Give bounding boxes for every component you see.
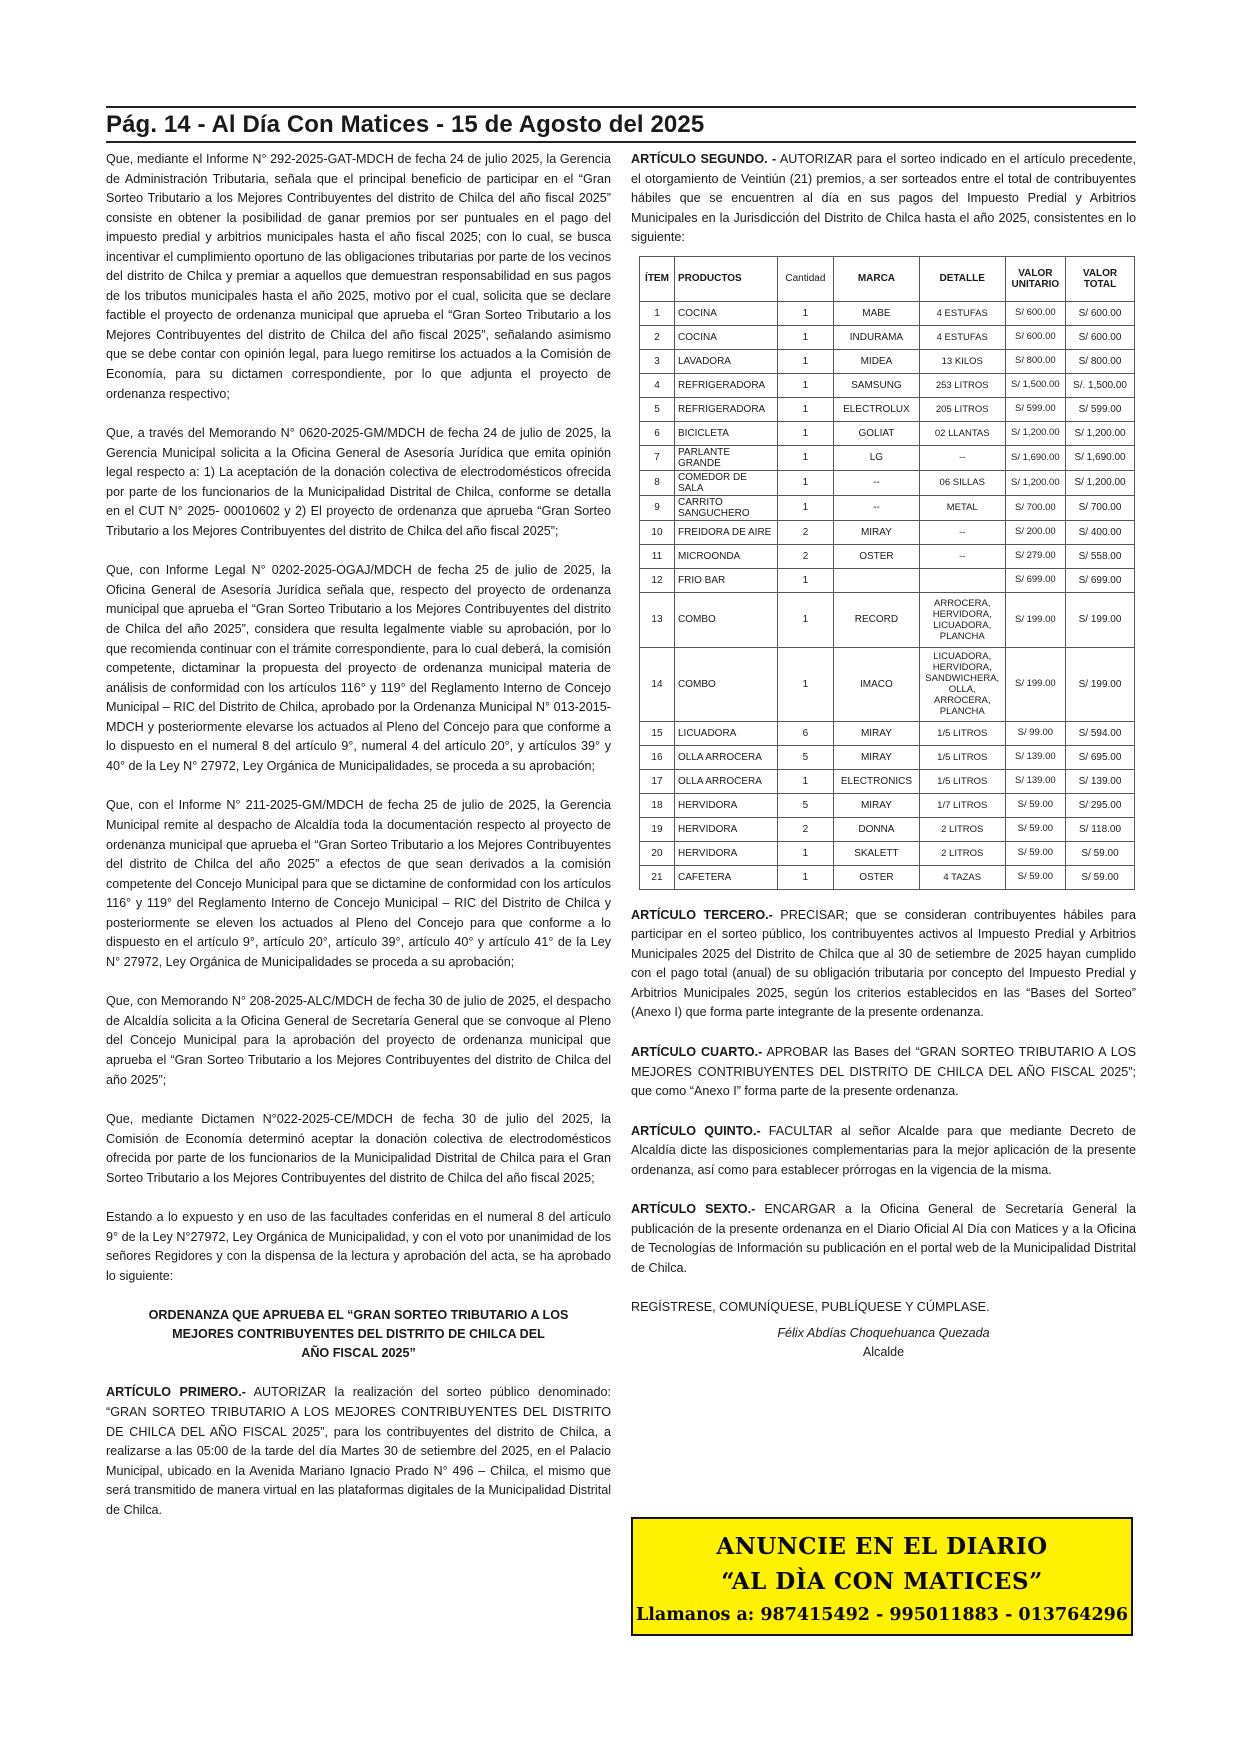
table-cell: S/ 700.00: [1005, 495, 1065, 520]
table-row: [640, 817, 1135, 841]
table-cell: 5: [640, 397, 675, 421]
table-cell: S/ 59.00: [1066, 841, 1135, 865]
table-row: [640, 445, 1135, 470]
table-cell: MIRAY: [834, 721, 920, 745]
article-label: ARTÍCULO SEXTO.-: [631, 1202, 756, 1217]
table-cell: 15: [640, 721, 675, 745]
article-text: AUTORIZAR la realización del sorteo público denominado: “GRAN SORTEO TRIBUTARIO A LOS MEJORES CONTRIBUYENTES DEL DISTRITO DE CHILCA DEL AÑO FISCAL 2025”, para los contribuyentes del distrito de Chilca, a realizarse a las 05:00 de la tarde del día Martes 30 de setiembre del 2025, en el Palacio Municipal, ubicado en la Avenida Mariano Ignacio Prado N° 496 – Chilca, el mismo que será transmitido de manera virtual en las plataformas digitales de la Municipalidad Distrital de Chilca.: [106, 1385, 612, 1517]
table-cell: LICUADORA, HERVIDORA, SANDWICHERA, OLLA, ARROCERA, PLANCHA: [919, 647, 1005, 721]
table-header-row: [640, 256, 1135, 301]
table-cell: S/ 600.00: [1066, 301, 1135, 325]
article-text: FACULTAR al señor Alcalde para que mediante Decreto de Alcaldía dicte las disposiciones complementarias para la mejor aplicación de la presente ordenanza, así como para establecer prórrogas en la vigencia de la misma.: [631, 1123, 1136, 1177]
table-cell: 1: [777, 349, 833, 373]
table-cell: HERVIDORA: [674, 793, 777, 817]
table-cell: 2: [777, 544, 833, 568]
article-label: ARTÍCULO CUARTO.-: [631, 1045, 763, 1060]
table-cell: 14: [640, 647, 675, 721]
table-cell: S/ 700.00: [1066, 495, 1135, 520]
table-cell: 20: [640, 841, 675, 865]
table-cell: SAMSUNG: [834, 373, 920, 397]
table-cell: S/ 199.00: [1005, 592, 1065, 647]
table-cell: INDURAMA: [834, 325, 920, 349]
table-cell: 1: [777, 568, 833, 592]
table-cell: [834, 568, 920, 592]
table-cell: COCINA: [674, 325, 777, 349]
table-cell: COMEDOR DE SALA: [674, 470, 777, 495]
table-row: [640, 349, 1135, 373]
table-row: [640, 769, 1135, 793]
paragraph: Que, con Memorando N° 208-2025-ALC/MDCH de fecha 30 de julio de 2025, el despacho de Alcaldía solicita a la Oficina General de Secretaría General que se convoque al Pleno del Concejo Municipal para la aprobación del proyecto de ordenanza municipal que aprueba el “Gran Sorteo Tributario a los Mejores Contribuyentes del distrito de Chilca del año 2025”;: [106, 994, 611, 1087]
table-cell: S/ 199.00: [1066, 592, 1135, 647]
table-cell: 2: [777, 817, 833, 841]
table-cell: S/ 600.00: [1066, 325, 1135, 349]
table-cell: 1: [777, 373, 833, 397]
table-cell: DONNA: [834, 817, 920, 841]
table-cell: S/ 558.00: [1066, 544, 1135, 568]
table-cell: 11: [640, 544, 675, 568]
advertisement-box: [631, 1517, 1133, 1636]
table-cell: 10: [640, 520, 675, 544]
table-cell: 1: [777, 397, 833, 421]
table-cell: GOLIAT: [834, 421, 920, 445]
table-cell: 1/5 LITROS: [919, 745, 1005, 769]
table-cell: 1/5 LITROS: [919, 721, 1005, 745]
table-row: [640, 647, 1135, 721]
table-cell: 2 LITROS: [919, 841, 1005, 865]
table-cell: S/ 1,500.00: [1005, 373, 1065, 397]
table-row: [640, 470, 1135, 495]
table-cell: SKALETT: [834, 841, 920, 865]
table-cell: HERVIDORA: [674, 817, 777, 841]
table-cell: 205 LITROS: [919, 397, 1005, 421]
column-header: VALOR UNITARIO: [1005, 256, 1065, 301]
paragraph: Estando a lo expuesto y en uso de las facultades conferidas en el numeral 8 del artículo 9° de la Ley N°27972, Ley Orgánica de Municipalidad, y con el voto por unanimidad de los señores Regidores y con la dispensa de la lectura y aprobación del acta, se ha aprobado lo siguiente:: [106, 1210, 611, 1283]
table-row: [640, 793, 1135, 817]
table-cell: 1: [777, 445, 833, 470]
column-header: VALOR TOTAL: [1066, 256, 1135, 301]
table-cell: S/ 695.00: [1066, 745, 1135, 769]
table-cell: 1: [777, 769, 833, 793]
table-cell: IMACO: [834, 647, 920, 721]
article-fifth: [631, 1122, 1136, 1181]
ordinance-title: [106, 1306, 611, 1363]
table-cell: MIDEA: [834, 349, 920, 373]
table-cell: 1: [777, 325, 833, 349]
table-cell: 4 ESTUFAS: [919, 325, 1005, 349]
article-label: ARTÍCULO PRIMERO.-: [106, 1385, 246, 1400]
table-cell: S/ 1,690.00: [1005, 445, 1065, 470]
left-column: [106, 150, 611, 1540]
table-cell: 17: [640, 769, 675, 793]
table-cell: S/ 139.00: [1066, 769, 1135, 793]
table-cell: CAFETERA: [674, 865, 777, 889]
table-cell: LICUADORA: [674, 721, 777, 745]
table-cell: 5: [777, 793, 833, 817]
table-cell: REFRIGERADORA: [674, 373, 777, 397]
table-cell: 253 LITROS: [919, 373, 1005, 397]
table-cell: S/ 59.00: [1005, 841, 1065, 865]
column-header: ÍTEM: [640, 256, 675, 301]
table-cell: MIRAY: [834, 520, 920, 544]
table-cell: MIRAY: [834, 745, 920, 769]
ad-phones: Llamanos a: 987415492 - 995011883 - 013764296: [635, 1605, 1129, 1625]
table-cell: S/ 59.00: [1066, 865, 1135, 889]
column-header: PRODUCTOS: [674, 256, 777, 301]
table-cell: S/ 400.00: [1066, 520, 1135, 544]
table-cell: S/ 1,690.00: [1066, 445, 1135, 470]
signature-block: [631, 1324, 1136, 1362]
table-cell: S/ 800.00: [1066, 349, 1135, 373]
page-title: Pág. 14 - Al Día Con Matices - 15 de Agosto del 2025: [106, 111, 705, 138]
table-cell: 1: [777, 421, 833, 445]
table-cell: LAVADORA: [674, 349, 777, 373]
table-cell: --: [834, 470, 920, 495]
table-cell: METAL: [919, 495, 1005, 520]
table-cell: ELECTROLUX: [834, 397, 920, 421]
closing-formula: REGÍSTRESE, COMUNÍQUESE, PUBLÍQUESE Y CÚMPLASE.: [631, 1300, 990, 1315]
table-cell: S/ 59.00: [1005, 865, 1065, 889]
table-cell: S/ 699.00: [1066, 568, 1135, 592]
table-cell: 3: [640, 349, 675, 373]
table-cell: 13: [640, 592, 675, 647]
page-header: [106, 106, 1136, 143]
table-cell: S/ 599.00: [1066, 397, 1135, 421]
table-cell: S/ 199.00: [1066, 647, 1135, 721]
table-cell: 1: [777, 470, 833, 495]
table-cell: BICICLETA: [674, 421, 777, 445]
table-cell: 1: [777, 495, 833, 520]
table-row: [640, 520, 1135, 544]
table-cell: MIRAY: [834, 793, 920, 817]
table-cell: 7: [640, 445, 675, 470]
table-cell: 6: [640, 421, 675, 445]
article-label: ARTÍCULO QUINTO.-: [631, 1123, 761, 1138]
table-cell: MABE: [834, 301, 920, 325]
table-cell: 1: [777, 647, 833, 721]
table-cell: ELECTRONICS: [834, 769, 920, 793]
table-cell: [919, 568, 1005, 592]
ad-line-2: “AL DÌA CON MATICES”: [721, 1568, 1043, 1595]
table-cell: 18: [640, 793, 675, 817]
article-sixth: [631, 1200, 1136, 1278]
table-row: [640, 568, 1135, 592]
table-cell: S/ 99.00: [1005, 721, 1065, 745]
table-cell: 1: [777, 301, 833, 325]
table-cell: CARRITO SANGUCHERO: [674, 495, 777, 520]
table-cell: MICROONDA: [674, 544, 777, 568]
table-cell: S/ 800.00: [1005, 349, 1065, 373]
header-rule-top: [106, 106, 1136, 108]
table-cell: 1: [640, 301, 675, 325]
table-cell: COMBO: [674, 647, 777, 721]
table-cell: OSTER: [834, 865, 920, 889]
article-label: ARTÍCULO SEGUNDO. -: [631, 152, 777, 166]
header-rule-bottom: [106, 141, 1136, 143]
table-cell: 4: [640, 373, 675, 397]
table-cell: S/ 59.00: [1005, 793, 1065, 817]
article-text: PRECISAR; que se consideran contribuyentes hábiles para participar en el sorteo público, los contribuyentes activos al Impuesto Predial y Arbitrios Municipales 2025 del Distrito de Chilca que al 30 de setiembre de 2025 hayan cumplido con el pago total (anual) de su obligación tributaria por concepto del Impuesto Predial y Arbitrios Municipales 2025, según los criterios establecidos en las “Bases del Sorteo” (Anexo I) que forma parte integrante de la presente ordenanza.: [631, 907, 1136, 1020]
article-text: ENCARGAR a la Oficina General de Secretaría General la publicación de la presente ordenanza en el Diario Oficial Al Día con Matices y a la Oficina de Tecnologías de Información su publicación en el portal web de la Municipalidad Distrital de Chilca.: [631, 1202, 1136, 1275]
table-cell: 1: [777, 592, 833, 647]
table-cell: PARLANTE GRANDE: [674, 445, 777, 470]
table-cell: --: [834, 495, 920, 520]
table-cell: 5: [777, 745, 833, 769]
table-cell: 21: [640, 865, 675, 889]
table-cell: HERVIDORA: [674, 841, 777, 865]
table-cell: 9: [640, 495, 675, 520]
table-cell: 1: [777, 865, 833, 889]
table-cell: S/ 599.00: [1005, 397, 1065, 421]
table-cell: LG: [834, 445, 920, 470]
table-cell: 12: [640, 568, 675, 592]
table-cell: S/ 279.00: [1005, 544, 1065, 568]
column-header: MARCA: [834, 256, 920, 301]
article-text: APROBAR las Bases del “GRAN SORTEO TRIBUTARIO A LOS MEJORES CONTRIBUYENTES DEL DISTRITO DE CHILCA DEL AÑO FISCAL 2025”; que como “Anexo I” forma parte de la presente ordenanza.: [631, 1045, 1136, 1099]
table-cell: 02 LLANTAS: [919, 421, 1005, 445]
table-cell: OSTER: [834, 544, 920, 568]
table-cell: OLLA ARROCERA: [674, 769, 777, 793]
table-cell: COMBO: [674, 592, 777, 647]
table-cell: S/ 295.00: [1066, 793, 1135, 817]
article-label: ARTÍCULO TERCERO.-: [631, 907, 773, 922]
table-cell: 1/7 LITROS: [919, 793, 1005, 817]
ordinance-title-line: ORDENANZA QUE APRUEBA EL “GRAN SORTEO TRIBUTARIO A LOS: [148, 1308, 569, 1323]
table-cell: S/ 600.00: [1005, 325, 1065, 349]
table-cell: S/ 1,200.00: [1005, 421, 1065, 445]
article-first: [106, 1383, 611, 1520]
table-cell: S/ 200.00: [1005, 520, 1065, 544]
table-row: [640, 397, 1135, 421]
table-row: [640, 745, 1135, 769]
table-cell: 2: [777, 520, 833, 544]
table-row: [640, 841, 1135, 865]
article-text: AUTORIZAR para el sorteo indicado en el artículo precedente, el otorgamiento de Veintiún (21) premios, a ser sorteados entre el total de contribuyentes hábiles que se encuentren al día en sus pagos del Impuesto Predial y Arbitrios Municipales en la Jurisdicción del Distrito de Chilca hasta el año 2025, consistentes en lo siguiente:: [631, 152, 1136, 245]
table-cell: S/ 118.00: [1066, 817, 1135, 841]
table-cell: 1: [777, 841, 833, 865]
table-cell: --: [919, 520, 1005, 544]
table-cell: S/ 594.00: [1066, 721, 1135, 745]
table-cell: 2 LITROS: [919, 817, 1005, 841]
table-cell: S/ 699.00: [1005, 568, 1065, 592]
table-row: [640, 592, 1135, 647]
prize-table: [639, 256, 1135, 890]
signer-role: Alcalde: [862, 1345, 905, 1360]
column-header: Cantidad: [777, 256, 833, 301]
article-second: [631, 150, 1136, 248]
table-cell: 16: [640, 745, 675, 769]
table-row: [640, 495, 1135, 520]
table-row: [640, 325, 1135, 349]
ordinance-title-line: MEJORES CONTRIBUYENTES DEL DISTRITO DE CHILCA DEL: [172, 1327, 545, 1342]
table-row: [640, 373, 1135, 397]
table-cell: ARROCERA, HERVIDORA, LICUADORA, PLANCHA: [919, 592, 1005, 647]
column-header: DETALLE: [919, 256, 1005, 301]
paragraph: Que, mediante Dictamen N°022-2025-CE/MDCH de fecha 30 de julio del 2025, la Comisión de Economía determinó aceptar la donación colectiva de electrodomésticos ofrecida por parte de los funcionarios de la Municipalidad Distrital de Chilca para el Gran Sorteo Tributario a los Mejores Contribuyentes del distrito de Chilca del año fiscal 2025;: [106, 1112, 611, 1185]
table-cell: S/ 1,200.00: [1066, 470, 1135, 495]
article-third: [631, 906, 1136, 1023]
table-row: [640, 865, 1135, 889]
table-cell: --: [919, 445, 1005, 470]
table-cell: 4 ESTUFAS: [919, 301, 1005, 325]
ordinance-title-line: AÑO FISCAL 2025”: [301, 1346, 416, 1361]
table-cell: 13 KILOS: [919, 349, 1005, 373]
table-cell: S/ 139.00: [1005, 769, 1065, 793]
table-cell: 4 TAZAS: [919, 865, 1005, 889]
table-cell: S/ 139.00: [1005, 745, 1065, 769]
signer-name: Félix Abdías Choquehuanca Quezada: [777, 1326, 990, 1341]
table-cell: S/. 1,500.00: [1066, 373, 1135, 397]
paragraph: Que, mediante el Informe N° 292-2025-GAT-MDCH de fecha 24 de julio 2025, la Gerencia de Administración Tributaria, señala que el principal beneficio de participar en el “Gran Sorteo Tributario a los Mejores Contribuyentes del distrito de Chilca del año fiscal 2025” consiste en obtener la posibilidad de ganar premios por ser puntuales en el pago del impuesto predial y arbitrios municipales hasta el año fiscal 2025; con lo cual, se busca incentivar el cumplimiento oportuno de las obligaciones tributarias por parte de los vecinos del distrito de Chilca y premiar a aquellos que demuestran responsabilidad en sus pagos de los tributos municipales hasta el año 2025, motivo por el cual, solicita que se declare factible el proyecto de ordenanza municipal que aprueba el “Gran Sorteo Tributario a los Mejores Contribuyentes del distrito de Chilca del año fiscal 2025”, señalando asimismo que se debe contar con opinión legal, para luego remitirse los actuados a la Comisión de Economía, para su dictamen correspondiente, por lo que adjunta el proyecto de ordenanza respectivo;: [106, 152, 611, 401]
table-cell: COCINA: [674, 301, 777, 325]
table-cell: RECORD: [834, 592, 920, 647]
table-row: [640, 301, 1135, 325]
paragraph: Que, con el Informe N° 211-2025-GM/MDCH de fecha 25 de julio de 2025, la Gerencia Municipal remite al despacho de Alcaldía toda la documentación respecto al proyecto de ordenanza municipal que aprueba el “Gran Sorteo Tributario a los Mejores Contribuyentes del distrito de Chilca del año 2025” a efectos de que sean derivados a la comisión competente del Concejo Municipal para que se dictamine de conformidad con los artículos 116° y 119° del Reglamento Interno de Concejo Municipal – RIC del Distrito de Chilca y posteriormente se eleven los actuados al Pleno del Concejo para que conforme a lo dispuesto en el artículo 9°, artículo 20°, artículo 39°, artículo 40° y artículo 41° de la Ley N° 27972, Ley Orgánica de Municipalidades se proceda a su aprobación;: [106, 798, 611, 969]
table-cell: S/ 199.00: [1005, 647, 1065, 721]
table-cell: OLLA ARROCERA: [674, 745, 777, 769]
table-cell: S/ 600.00: [1005, 301, 1065, 325]
table-cell: REFRIGERADORA: [674, 397, 777, 421]
table-cell: S/ 59.00: [1005, 817, 1065, 841]
right-column: [631, 150, 1136, 1362]
table-cell: FREIDORA DE AIRE: [674, 520, 777, 544]
table-cell: S/ 1,200.00: [1066, 421, 1135, 445]
article-fourth: [631, 1043, 1136, 1102]
table-cell: 06 SILLAS: [919, 470, 1005, 495]
table-row: [640, 421, 1135, 445]
table-cell: 19: [640, 817, 675, 841]
table-cell: FRIO BAR: [674, 568, 777, 592]
table-cell: 8: [640, 470, 675, 495]
paragraph: Que, a través del Memorando N° 0620-2025-GM/MDCH de fecha 24 de julio de 2025, la Gerencia Municipal solicita a la Oficina General de Asesoría Jurídica que emita opinión legal respecto a: 1) La aceptación de la donación colectiva de electrodomésticos ofrecida por parte de los funcionarios de la Municipalidad Distrital de Chilca, conforme se detalla en el CUT N° 2025- 00010602 y 2) El proyecto de ordenanza que aprueba “Gran Sorteo Tributario a los Mejores Contribuyentes del distrito de Chilca del año fiscal 2025”;: [106, 426, 611, 538]
table-cell: 1/5 LITROS: [919, 769, 1005, 793]
prize-table-body: [640, 301, 1135, 889]
paragraph: Que, con Informe Legal N° 0202-2025-OGAJ/MDCH de fecha 25 de julio de 2025, la Oficina General de Asesoría Jurídica señala que, respecto del proyecto de ordenanza municipal que aprueba el “Gran Sorteo Tributario a los Mejores Contribuyentes del distrito de Chilca del año 2025”, considera que resulta legalmente viable su aprobación, por lo que recomienda continuar con el trámite correspondiente, para lo cual deberá, la comisión competente, dictaminar la propuesta del proyecto de ordenanza municipal materia de análisis de conformidad con los artículos 116° y 119° del Reglamento Interno de Concejo Municipal – RIC del Distrito de Chilca, aprobado por la Ordenanza Municipal N° 013-2015-MDCH y posteriormente elevarse los actuados al Pleno del Concejo para que conforme a lo dispuesto en el numeral 8 del artículo 9°, numeral 4 del artículo 20°, y artículos 39° y 40° de la Ley N° 27972, Ley Orgánica de Municipalidades, se proceda a su aprobación;: [106, 563, 611, 773]
table-cell: S/ 1,200.00: [1005, 470, 1065, 495]
table-row: [640, 721, 1135, 745]
table-row: [640, 544, 1135, 568]
ad-line-1: ANUNCIE EN EL DIARIO: [716, 1533, 1048, 1560]
table-cell: 2: [640, 325, 675, 349]
table-cell: 6: [777, 721, 833, 745]
table-cell: --: [919, 544, 1005, 568]
